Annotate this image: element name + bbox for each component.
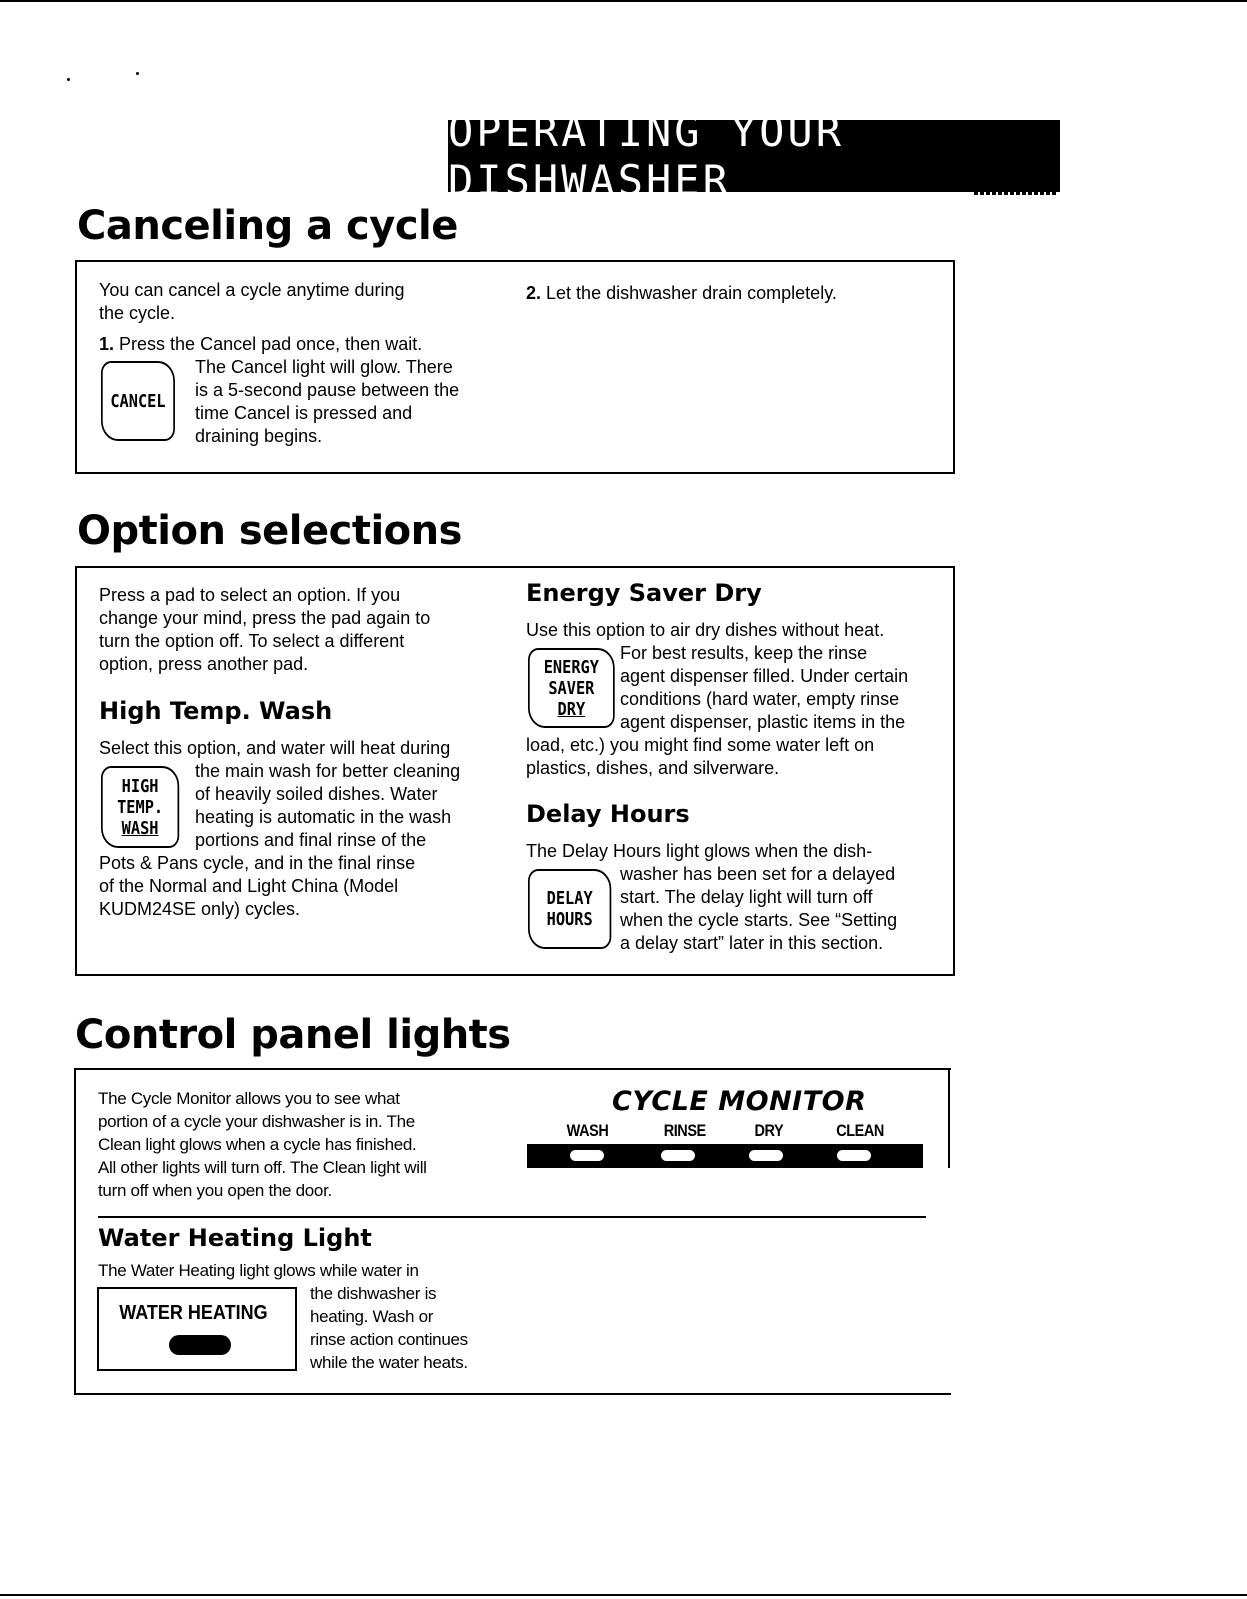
water-heating-light — [169, 1335, 231, 1355]
clean-light — [837, 1150, 871, 1161]
speck — [67, 78, 70, 81]
wash-light — [570, 1150, 604, 1161]
water-heating-panel: WATER HEATING — [97, 1287, 297, 1371]
lights-intro: The Cycle Monitor allows you to see what portion of a cycle your dishwasher is in. The Clean light glows when a cycle has finished. All other lights will turn off. The Clean light will turn off when you open the door. — [98, 1089, 427, 1200]
section-banner: OPERATING YOUR DISHWASHER — [448, 120, 1060, 192]
energy-saver-heading: Energy Saver Dry — [526, 579, 762, 607]
cancel-intro: You can cancel a cycle anytime during the cycle. — [99, 280, 405, 323]
water-heating-detail: the dishwasher is heating. Wash or rinse action continues while the water heats. — [310, 1284, 468, 1372]
lights-heading: Control panel lights — [75, 1012, 511, 1058]
speck — [136, 72, 139, 75]
dry-light — [749, 1150, 783, 1161]
high-temp-heading: High Temp. Wash — [99, 697, 333, 725]
monitor-label-clean: CLEAN — [836, 1121, 884, 1140]
energy-saver-more: load, etc.) you might find some water left on plastics, dishes, and silverware. — [526, 735, 875, 778]
cancel-step-1-detail: The Cancel light will glow. There is a 5-second pause between the time Cancel is pressed and draining begins. — [195, 357, 460, 446]
monitor-label-rinse: RINSE — [663, 1121, 706, 1140]
water-heating-heading: Water Heating Light — [98, 1224, 372, 1252]
banner-edge — [974, 192, 1058, 195]
monitor-label-wash: WASH — [566, 1121, 609, 1140]
top-rule — [0, 0, 1247, 2]
rinse-light — [661, 1150, 695, 1161]
cancel-step-2: 2. Let the dishwasher drain completely. — [526, 283, 837, 303]
lights-box-edge — [948, 1068, 950, 1168]
energy-saver-detail: For best results, keep the rinse agent dispenser filled. Under certain conditions (hard water, empty rinse agent dispenser, plastic items in the — [620, 643, 909, 732]
delay-hours-heading: Delay Hours — [526, 800, 690, 828]
high-temp-lead: Select this option, and water will heat during — [99, 738, 451, 758]
delay-hours-pad: DELAY HOURS — [528, 869, 611, 949]
water-heating-lead: The Water Heating light glows while water in — [98, 1261, 419, 1280]
section-divider — [98, 1216, 926, 1218]
delay-hours-detail: washer has been set for a delayed start. The delay light will turn off when the cycle starts. See “Setting a delay start” later in this section. — [620, 864, 898, 953]
delay-hours-lead: The Delay Hours light glows when the dish- — [526, 841, 873, 861]
high-temp-wash-pad: HIGH TEMP. WASH — [101, 766, 179, 848]
bottom-rule — [0, 1594, 1247, 1596]
cycle-monitor-title: CYCLE MONITOR — [612, 1086, 867, 1117]
high-temp-more: Pots & Pans cycle, and in the final rinse of the Normal and Light China (Model KUDM24SE only) cycles. — [99, 853, 416, 919]
canceling-heading: Canceling a cycle — [77, 203, 458, 249]
high-temp-detail: the main wash for better cleaning of heavily soiled dishes. Water heating is automatic in the wash portions and final rinse of the — [195, 761, 461, 850]
options-intro: Press a pad to select an option. If you change your mind, press the pad again to turn the option off. To select a different option, press another pad. — [99, 585, 431, 674]
energy-saver-dry-pad: ENERGY SAVER DRY — [528, 648, 615, 728]
cycle-monitor-panel — [527, 1144, 923, 1168]
energy-saver-lead: Use this option to air dry dishes without heat. — [526, 620, 885, 640]
options-heading: Option selections — [77, 508, 462, 554]
cancel-step-1: 1. Press the Cancel pad once, then wait. — [99, 334, 423, 354]
monitor-label-dry: DRY — [754, 1121, 784, 1140]
cancel-pad: CANCEL — [101, 361, 175, 441]
